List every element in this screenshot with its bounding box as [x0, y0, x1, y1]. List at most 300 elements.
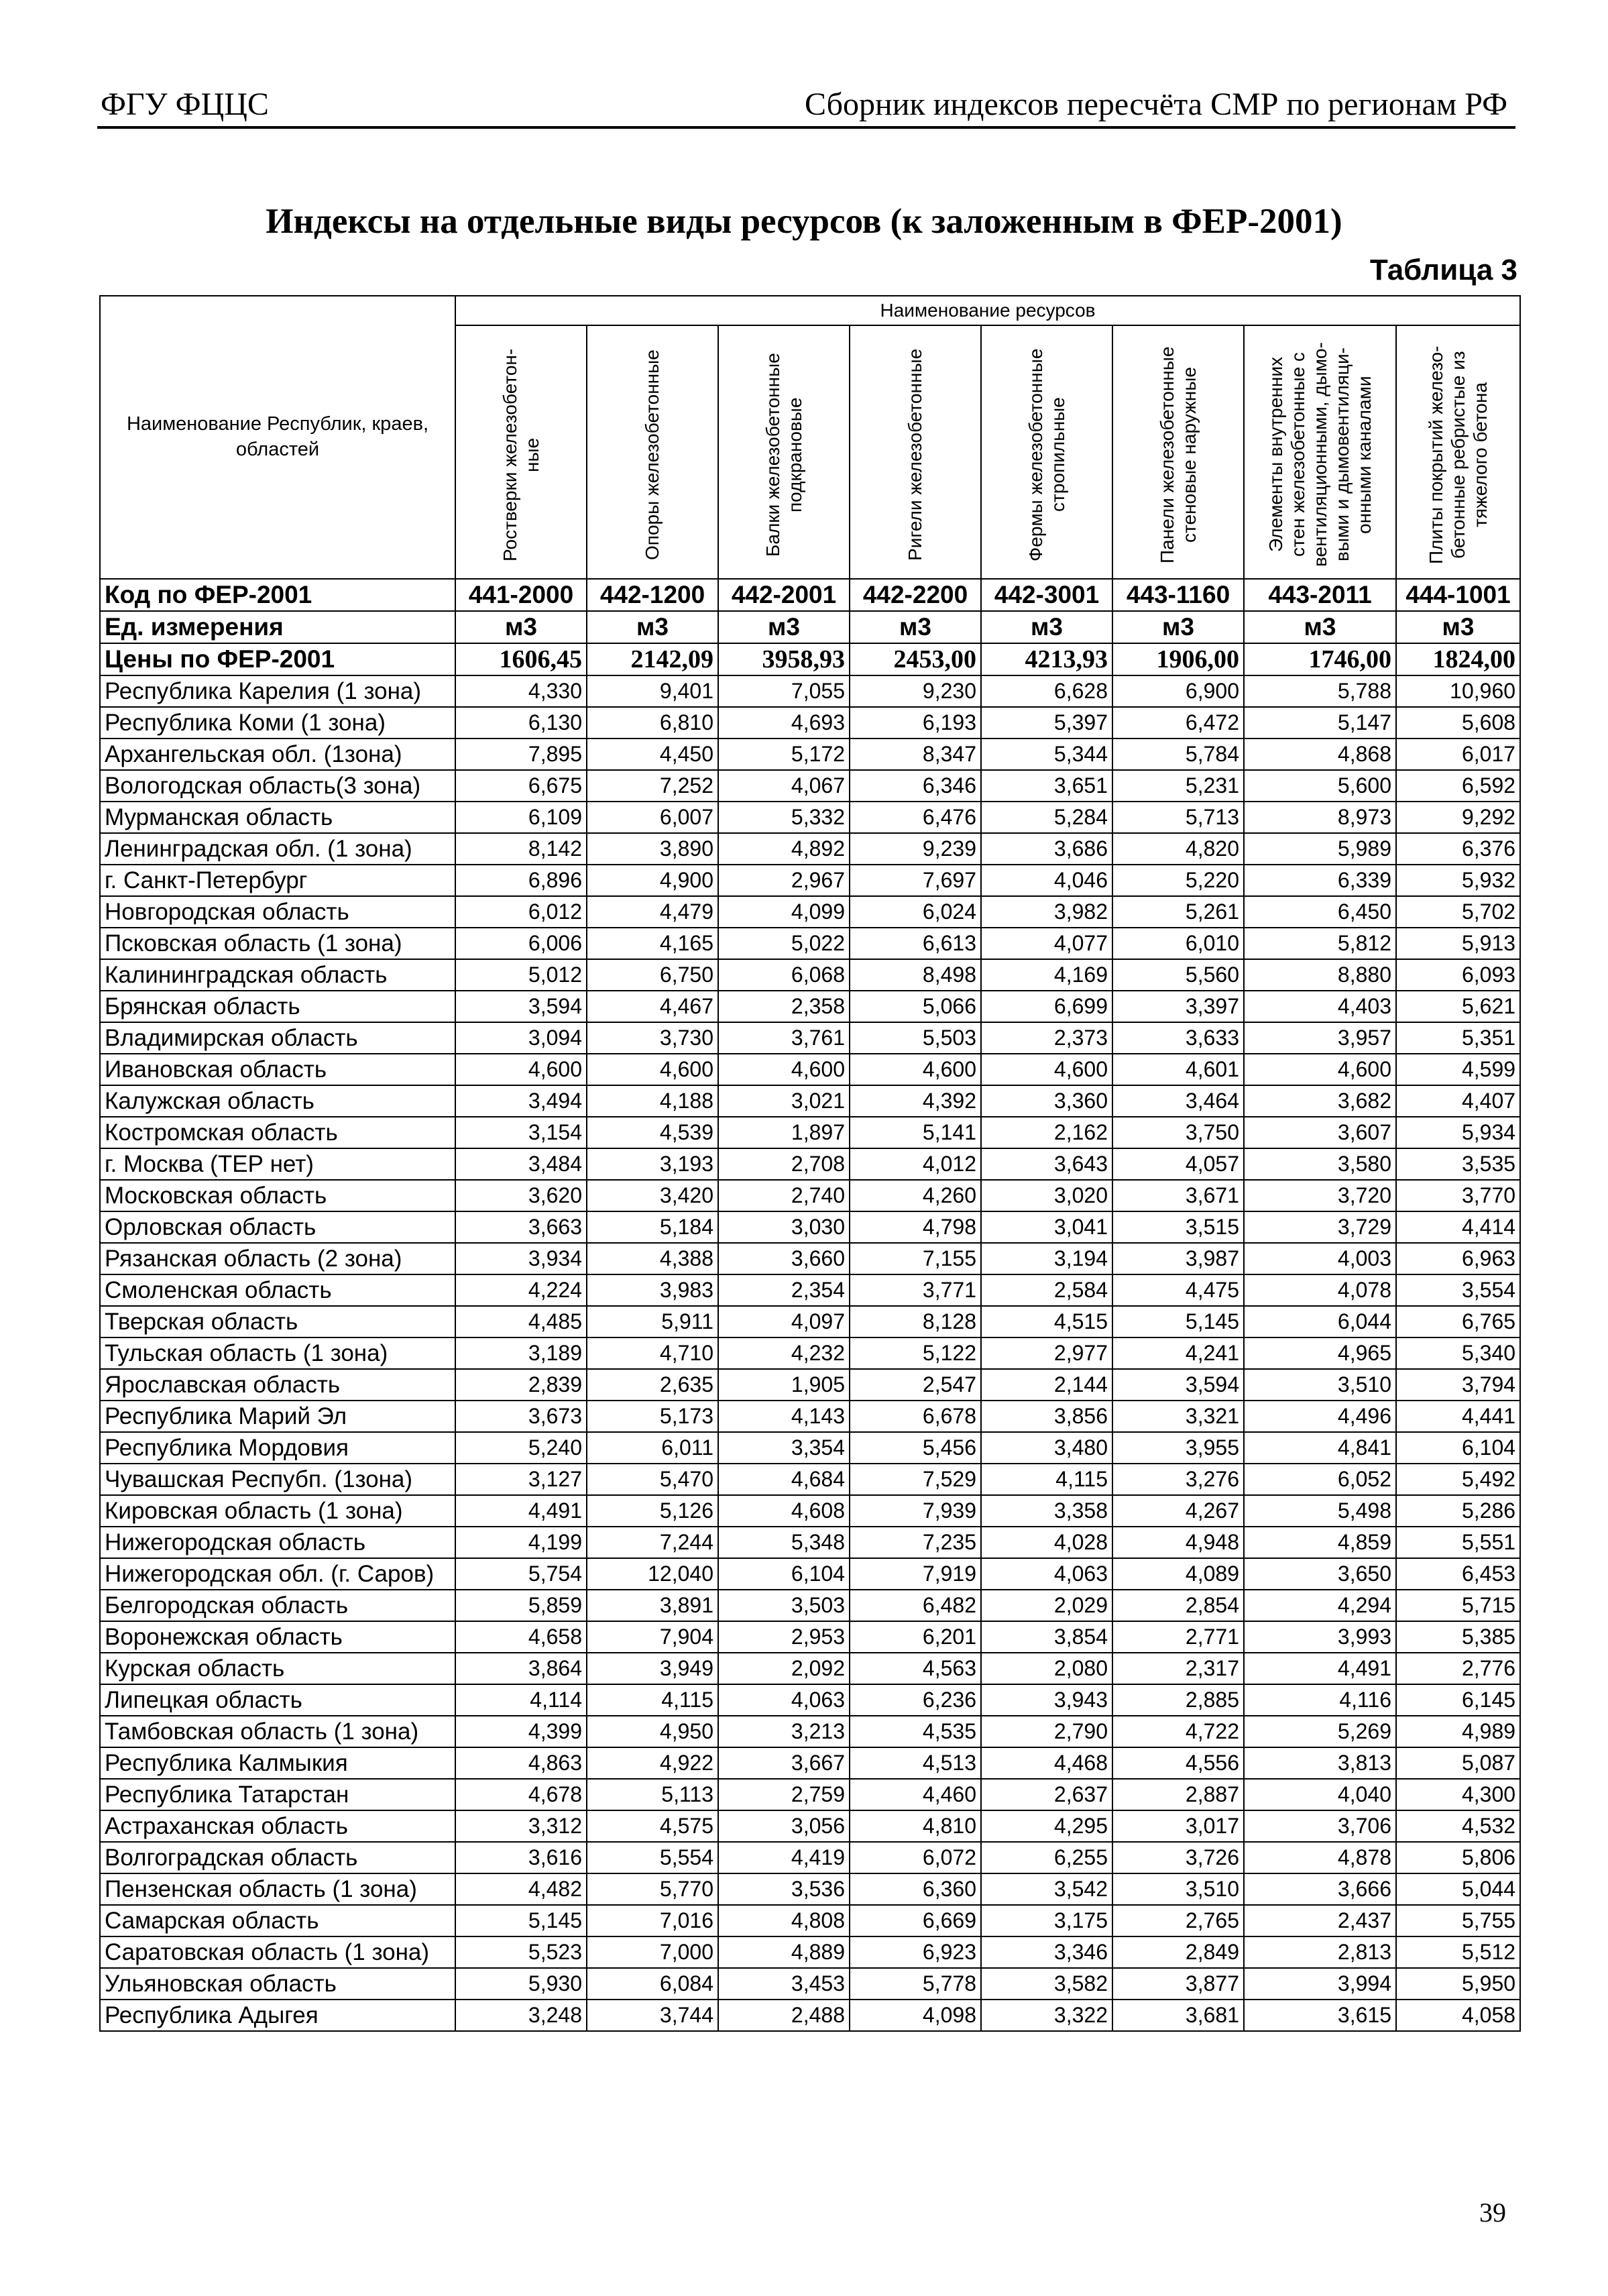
- resource-column-label: Ригели железобетонные: [905, 348, 926, 561]
- index-value: 3,480: [981, 1432, 1112, 1464]
- index-value: 4,878: [1244, 1842, 1396, 1873]
- index-value: 4,441: [1396, 1401, 1520, 1432]
- index-value: 6,360: [850, 1873, 981, 1905]
- index-value: 6,093: [1396, 959, 1520, 991]
- index-value: 4,900: [587, 865, 718, 896]
- index-value: 4,841: [1244, 1432, 1396, 1464]
- index-value: 4,067: [718, 770, 850, 802]
- region-name: Республика Карелия (1 зона): [100, 675, 455, 707]
- resource-column-header: [587, 325, 718, 579]
- index-value: 7,244: [587, 1527, 718, 1558]
- region-name: Белгородская область: [100, 1590, 455, 1621]
- resource-code: 442-3001: [981, 579, 1112, 611]
- index-value: 6,346: [850, 770, 981, 802]
- table-row: [100, 928, 1520, 959]
- index-value: 4,058: [1396, 2000, 1520, 2031]
- index-value: 3,420: [587, 1180, 718, 1211]
- index-value: 5,066: [850, 991, 981, 1022]
- index-value: 5,551: [1396, 1527, 1520, 1558]
- region-name: Ивановская область: [100, 1054, 455, 1085]
- index-value: 6,011: [587, 1432, 718, 1464]
- resource-price: 3958,93: [718, 643, 850, 675]
- index-value: 4,188: [587, 1085, 718, 1117]
- index-value: 3,464: [1112, 1085, 1244, 1117]
- index-value: 7,919: [850, 1558, 981, 1590]
- index-value: 3,615: [1244, 2000, 1396, 2031]
- index-value: 6,044: [1244, 1306, 1396, 1337]
- index-value: 4,600: [981, 1054, 1112, 1085]
- index-value: 6,007: [587, 802, 718, 833]
- index-value: 5,778: [850, 1968, 981, 2000]
- index-value: 5,122: [850, 1337, 981, 1369]
- index-value: 6,130: [455, 707, 587, 739]
- index-value: 4,989: [1396, 1716, 1520, 1747]
- resource-column-header: [981, 325, 1112, 579]
- resource-code: 441-2000: [455, 579, 587, 611]
- index-value: 3,667: [718, 1747, 850, 1779]
- index-value: 4,295: [981, 1810, 1112, 1842]
- region-name: Тверская область: [100, 1306, 455, 1337]
- index-value: 5,340: [1396, 1337, 1520, 1369]
- index-value: 4,468: [981, 1747, 1112, 1779]
- index-value: 2,092: [718, 1653, 850, 1684]
- index-value: 5,755: [1396, 1905, 1520, 1936]
- index-value: 6,476: [850, 802, 981, 833]
- index-value: 2,765: [1112, 1905, 1244, 1936]
- resource-code: 443-1160: [1112, 579, 1244, 611]
- index-value: 6,104: [1396, 1432, 1520, 1464]
- index-value: 3,358: [981, 1495, 1112, 1527]
- index-value: 3,877: [1112, 1968, 1244, 2000]
- header-collection-title: Сборник индексов пересчёта СМР по регионам РФ: [805, 87, 1507, 122]
- index-value: 2,162: [981, 1117, 1112, 1148]
- index-value: 4,599: [1396, 1054, 1520, 1085]
- index-value: 4,003: [1244, 1243, 1396, 1274]
- index-value: 4,810: [850, 1810, 981, 1842]
- index-value: 2,977: [981, 1337, 1112, 1369]
- index-value: 5,713: [1112, 802, 1244, 833]
- region-name: Республика Марий Эл: [100, 1401, 455, 1432]
- index-value: 2,488: [718, 2000, 850, 2031]
- table-row: [100, 1558, 1520, 1590]
- index-value: 9,239: [850, 833, 981, 865]
- resource-price: 4213,93: [981, 643, 1112, 675]
- index-value: 5,261: [1112, 896, 1244, 928]
- table-row: [100, 1022, 1520, 1054]
- index-value: 4,300: [1396, 1779, 1520, 1810]
- index-value: 5,512: [1396, 1936, 1520, 1968]
- code-row: [100, 579, 1520, 611]
- index-value: 2,953: [718, 1621, 850, 1653]
- index-value: 6,072: [850, 1842, 981, 1873]
- index-value: 3,726: [1112, 1842, 1244, 1873]
- index-value: 4,515: [981, 1306, 1112, 1337]
- resource-price: 1606,45: [455, 643, 587, 675]
- resource-column-label: Плиты покрытий железо-бетонные ребристые из тяжелого бетона: [1425, 345, 1491, 564]
- region-name: Владимирская область: [100, 1022, 455, 1054]
- index-value: 2,849: [1112, 1936, 1244, 1968]
- index-value: 3,770: [1396, 1180, 1520, 1211]
- index-value: 3,607: [1244, 1117, 1396, 1148]
- index-value: 4,600: [1244, 1054, 1396, 1085]
- index-value: 3,193: [587, 1148, 718, 1180]
- index-value: 4,143: [718, 1401, 850, 1432]
- index-value: 5,344: [981, 739, 1112, 770]
- table-row: [100, 1211, 1520, 1243]
- index-value: 2,967: [718, 865, 850, 896]
- table-row: [100, 865, 1520, 896]
- region-name: Нижегородская обл. (г. Саров): [100, 1558, 455, 1590]
- index-value: 2,437: [1244, 1905, 1396, 1936]
- region-name: Костромская область: [100, 1117, 455, 1148]
- region-name: Республика Адыгея: [100, 2000, 455, 2031]
- resource-unit: м3: [718, 611, 850, 643]
- resource-price: 1824,00: [1396, 643, 1520, 675]
- index-value: 4,513: [850, 1747, 981, 1779]
- index-value: 3,213: [718, 1716, 850, 1747]
- resources-group-header: Наименование ресурсов: [455, 296, 1520, 325]
- index-value: 6,896: [455, 865, 587, 896]
- resource-code: 442-1200: [587, 579, 718, 611]
- index-value: 5,348: [718, 1527, 850, 1558]
- index-value: 6,628: [981, 675, 1112, 707]
- index-value: 3,730: [587, 1022, 718, 1054]
- index-value: 6,678: [850, 1401, 981, 1432]
- index-value: 4,658: [455, 1621, 587, 1653]
- index-value: 3,890: [587, 833, 718, 865]
- index-value: 5,087: [1396, 1747, 1520, 1779]
- index-value: 2,354: [718, 1274, 850, 1306]
- region-name: Новгородская область: [100, 896, 455, 928]
- resource-price: 1906,00: [1112, 643, 1244, 675]
- index-value: 4,491: [455, 1495, 587, 1527]
- index-value: 5,932: [1396, 865, 1520, 896]
- resource-column-label: Фермы железобетонные стропильные: [1025, 348, 1068, 561]
- index-value: 3,189: [455, 1337, 587, 1369]
- index-value: 8,142: [455, 833, 587, 865]
- index-value: 5,492: [1396, 1464, 1520, 1495]
- table-row: [100, 1621, 1520, 1653]
- resource-code: 443-2011: [1244, 579, 1396, 611]
- index-value: 4,063: [718, 1684, 850, 1716]
- index-value: 9,401: [587, 675, 718, 707]
- index-value: 2,708: [718, 1148, 850, 1180]
- index-value: 5,113: [587, 1779, 718, 1810]
- index-value: 4,575: [587, 1810, 718, 1842]
- table-row: [100, 1274, 1520, 1306]
- index-value: 3,729: [1244, 1211, 1396, 1243]
- index-value: 4,403: [1244, 991, 1396, 1022]
- index-value: 5,784: [1112, 739, 1244, 770]
- index-value: 3,643: [981, 1148, 1112, 1180]
- index-value: 2,813: [1244, 1936, 1396, 1968]
- index-value: 4,859: [1244, 1527, 1396, 1558]
- index-value: 4,948: [1112, 1527, 1244, 1558]
- index-value: 2,144: [981, 1369, 1112, 1401]
- index-value: 3,794: [1396, 1369, 1520, 1401]
- index-value: 4,889: [718, 1936, 850, 1968]
- index-value: 7,939: [850, 1495, 981, 1527]
- table-row: [100, 991, 1520, 1022]
- index-value: 4,460: [850, 1779, 981, 1810]
- index-value: 2,358: [718, 991, 850, 1022]
- index-value: 6,699: [981, 991, 1112, 1022]
- group-header-row: [100, 296, 1520, 325]
- index-value: 6,669: [850, 1905, 981, 1936]
- index-value: 5,231: [1112, 770, 1244, 802]
- index-value: 4,399: [455, 1716, 587, 1747]
- index-value: 4,169: [981, 959, 1112, 991]
- table-row: [100, 1873, 1520, 1905]
- index-value: 5,184: [587, 1211, 718, 1243]
- index-value: 6,675: [455, 770, 587, 802]
- region-name: Астраханская область: [100, 1810, 455, 1842]
- table-row: [100, 1054, 1520, 1085]
- index-value: 3,891: [587, 1590, 718, 1621]
- index-value: 4,392: [850, 1085, 981, 1117]
- index-value: 3,993: [1244, 1621, 1396, 1653]
- index-value: 5,754: [455, 1558, 587, 1590]
- index-value: 3,666: [1244, 1873, 1396, 1905]
- index-value: 6,765: [1396, 1306, 1520, 1337]
- region-name: г. Москва (ТЕР нет): [100, 1148, 455, 1180]
- index-value: 1,897: [718, 1117, 850, 1148]
- index-value: 3,354: [718, 1432, 850, 1464]
- index-value: 5,608: [1396, 707, 1520, 739]
- index-value: 4,012: [850, 1148, 981, 1180]
- index-value: 2,740: [718, 1180, 850, 1211]
- index-value: 3,030: [718, 1211, 850, 1243]
- index-value: 6,923: [850, 1936, 981, 1968]
- index-value: 3,017: [1112, 1810, 1244, 1842]
- index-value: 3,322: [981, 2000, 1112, 2031]
- index-value: 3,312: [455, 1810, 587, 1842]
- index-value: 4,241: [1112, 1337, 1244, 1369]
- index-value: 3,020: [981, 1180, 1112, 1211]
- unit-row: [100, 611, 1520, 643]
- index-value: 3,321: [1112, 1401, 1244, 1432]
- index-value: 3,021: [718, 1085, 850, 1117]
- index-value: 5,503: [850, 1022, 981, 1054]
- index-value: 2,776: [1396, 1653, 1520, 1684]
- index-value: 6,472: [1112, 707, 1244, 739]
- table-row: [100, 1148, 1520, 1180]
- table-row: [100, 1905, 1520, 1936]
- resource-column-header: [850, 325, 981, 579]
- index-value: 3,681: [1112, 2000, 1244, 2031]
- table-row: [100, 1968, 1520, 2000]
- index-value: 3,957: [1244, 1022, 1396, 1054]
- index-value: 5,220: [1112, 865, 1244, 896]
- index-value: 4,965: [1244, 1337, 1396, 1369]
- region-name: Ярославская область: [100, 1369, 455, 1401]
- index-value: 5,397: [981, 707, 1112, 739]
- table-row: [100, 1369, 1520, 1401]
- index-value: 8,880: [1244, 959, 1396, 991]
- index-value: 8,973: [1244, 802, 1396, 833]
- index-value: 3,503: [718, 1590, 850, 1621]
- index-value: 4,556: [1112, 1747, 1244, 1779]
- index-value: 3,671: [1112, 1180, 1244, 1211]
- index-value: 6,109: [455, 802, 587, 833]
- index-value: 9,292: [1396, 802, 1520, 833]
- index-value: 6,193: [850, 707, 981, 739]
- index-value: 3,536: [718, 1873, 850, 1905]
- table-row: [100, 675, 1520, 707]
- table-row: [100, 1747, 1520, 1779]
- index-value: 6,012: [455, 896, 587, 928]
- index-value: 4,532: [1396, 1810, 1520, 1842]
- index-value: 3,813: [1244, 1747, 1396, 1779]
- index-value: 2,584: [981, 1274, 1112, 1306]
- resource-unit: м3: [587, 611, 718, 643]
- index-value: 3,761: [718, 1022, 850, 1054]
- index-value: 7,055: [718, 675, 850, 707]
- index-value: 5,934: [1396, 1117, 1520, 1148]
- index-value: 4,040: [1244, 1779, 1396, 1810]
- table-row: [100, 739, 1520, 770]
- index-value: 3,856: [981, 1401, 1112, 1432]
- index-value: 5,498: [1244, 1495, 1396, 1527]
- resource-column-label: Панели железобетонные стеновые наружные: [1156, 346, 1200, 563]
- index-value: 5,286: [1396, 1495, 1520, 1527]
- resource-column-label: Ростверки железобетон-ные: [499, 348, 542, 561]
- index-value: 3,194: [981, 1243, 1112, 1274]
- index-value: 4,407: [1396, 1085, 1520, 1117]
- index-value: 4,950: [587, 1716, 718, 1747]
- resource-unit: м3: [1112, 611, 1244, 643]
- resource-column-header: [1244, 325, 1396, 579]
- table-row: [100, 1432, 1520, 1464]
- index-value: 5,173: [587, 1401, 718, 1432]
- region-name: Республика Коми (1 зона): [100, 707, 455, 739]
- index-value: 4,563: [850, 1653, 981, 1684]
- page-number: 39: [1479, 2197, 1506, 2228]
- index-value: 4,388: [587, 1243, 718, 1274]
- index-value: 3,771: [850, 1274, 981, 1306]
- index-value: 5,456: [850, 1432, 981, 1464]
- resource-price: 1746,00: [1244, 643, 1396, 675]
- region-name: Вологодская область(3 зона): [100, 770, 455, 802]
- index-value: 5,911: [587, 1306, 718, 1337]
- index-value: 4,232: [718, 1337, 850, 1369]
- index-value: 7,155: [850, 1243, 981, 1274]
- resource-code: 442-2200: [850, 579, 981, 611]
- index-value: 4,099: [718, 896, 850, 928]
- index-value: 4,600: [718, 1054, 850, 1085]
- code-label: Код по ФЕР-2001: [100, 579, 455, 611]
- region-name: Воронежская область: [100, 1621, 455, 1653]
- index-value: 3,660: [718, 1243, 850, 1274]
- index-value: 5,806: [1396, 1842, 1520, 1873]
- index-value: 6,482: [850, 1590, 981, 1621]
- index-value: 4,600: [587, 1054, 718, 1085]
- index-value: 3,594: [1112, 1369, 1244, 1401]
- index-value: 5,240: [455, 1432, 587, 1464]
- index-value: 3,510: [1244, 1369, 1396, 1401]
- index-value: 4,600: [850, 1054, 981, 1085]
- index-value: 3,127: [455, 1464, 587, 1495]
- index-value: 6,104: [718, 1558, 850, 1590]
- index-value: 7,000: [587, 1936, 718, 1968]
- index-value: 3,484: [455, 1148, 587, 1180]
- region-name: Самарская область: [100, 1905, 455, 1936]
- index-value: 6,145: [1396, 1684, 1520, 1716]
- index-value: 2,635: [587, 1369, 718, 1401]
- index-value: 5,269: [1244, 1716, 1396, 1747]
- index-value: 5,012: [455, 959, 587, 991]
- resource-code: 444-1001: [1396, 579, 1520, 611]
- index-value: 2,373: [981, 1022, 1112, 1054]
- index-value: 5,385: [1396, 1621, 1520, 1653]
- index-value: 3,346: [981, 1936, 1112, 1968]
- index-value: 4,114: [455, 1684, 587, 1716]
- index-value: 2,029: [981, 1590, 1112, 1621]
- table-row: [100, 1495, 1520, 1527]
- table-row: [100, 1464, 1520, 1495]
- table-row: [100, 1653, 1520, 1684]
- index-value: 3,580: [1244, 1148, 1396, 1180]
- index-value: 5,715: [1396, 1590, 1520, 1621]
- index-value: 3,510: [1112, 1873, 1244, 1905]
- region-name: Пензенская область (1 зона): [100, 1873, 455, 1905]
- index-value: 4,863: [455, 1747, 587, 1779]
- index-value: 5,523: [455, 1936, 587, 1968]
- index-value: 5,989: [1244, 833, 1396, 865]
- index-value: 5,022: [718, 928, 850, 959]
- index-value: 4,491: [1244, 1653, 1396, 1684]
- region-name: Московская область: [100, 1180, 455, 1211]
- region-name: Курская область: [100, 1653, 455, 1684]
- index-value: 3,276: [1112, 1464, 1244, 1495]
- index-value: 4,115: [587, 1684, 718, 1716]
- index-value: 4,868: [1244, 739, 1396, 770]
- index-value: 3,056: [718, 1810, 850, 1842]
- index-value: 4,115: [981, 1464, 1112, 1495]
- index-value: 7,904: [587, 1621, 718, 1653]
- region-name: Кировская область (1 зона): [100, 1495, 455, 1527]
- index-value: 3,686: [981, 833, 1112, 865]
- price-label: Цены по ФЕР-2001: [100, 643, 455, 675]
- index-value: 6,750: [587, 959, 718, 991]
- index-value: 4,485: [455, 1306, 587, 1337]
- table-row: [100, 1306, 1520, 1337]
- index-value: 3,949: [587, 1653, 718, 1684]
- index-value: 2,317: [1112, 1653, 1244, 1684]
- index-value: 5,812: [1244, 928, 1396, 959]
- index-value: 3,955: [1112, 1432, 1244, 1464]
- index-value: 4,028: [981, 1527, 1112, 1558]
- index-value: 6,010: [1112, 928, 1244, 959]
- index-value: 4,798: [850, 1211, 981, 1243]
- index-value: 6,006: [455, 928, 587, 959]
- region-name: Брянская область: [100, 991, 455, 1022]
- region-name: Орловская область: [100, 1211, 455, 1243]
- index-value: 4,600: [455, 1054, 587, 1085]
- table-row: [100, 833, 1520, 865]
- index-value: 7,895: [455, 739, 587, 770]
- region-name: г. Санкт-Петербург: [100, 865, 455, 896]
- index-value: 5,141: [850, 1117, 981, 1148]
- index-value: 5,702: [1396, 896, 1520, 928]
- index-value: 4,260: [850, 1180, 981, 1211]
- resource-column-header: [1396, 325, 1520, 579]
- index-value: 3,987: [1112, 1243, 1244, 1274]
- region-name: Тамбовская область (1 зона): [100, 1716, 455, 1747]
- index-value: 2,771: [1112, 1621, 1244, 1653]
- index-value: 3,175: [981, 1905, 1112, 1936]
- index-value: 2,885: [1112, 1684, 1244, 1716]
